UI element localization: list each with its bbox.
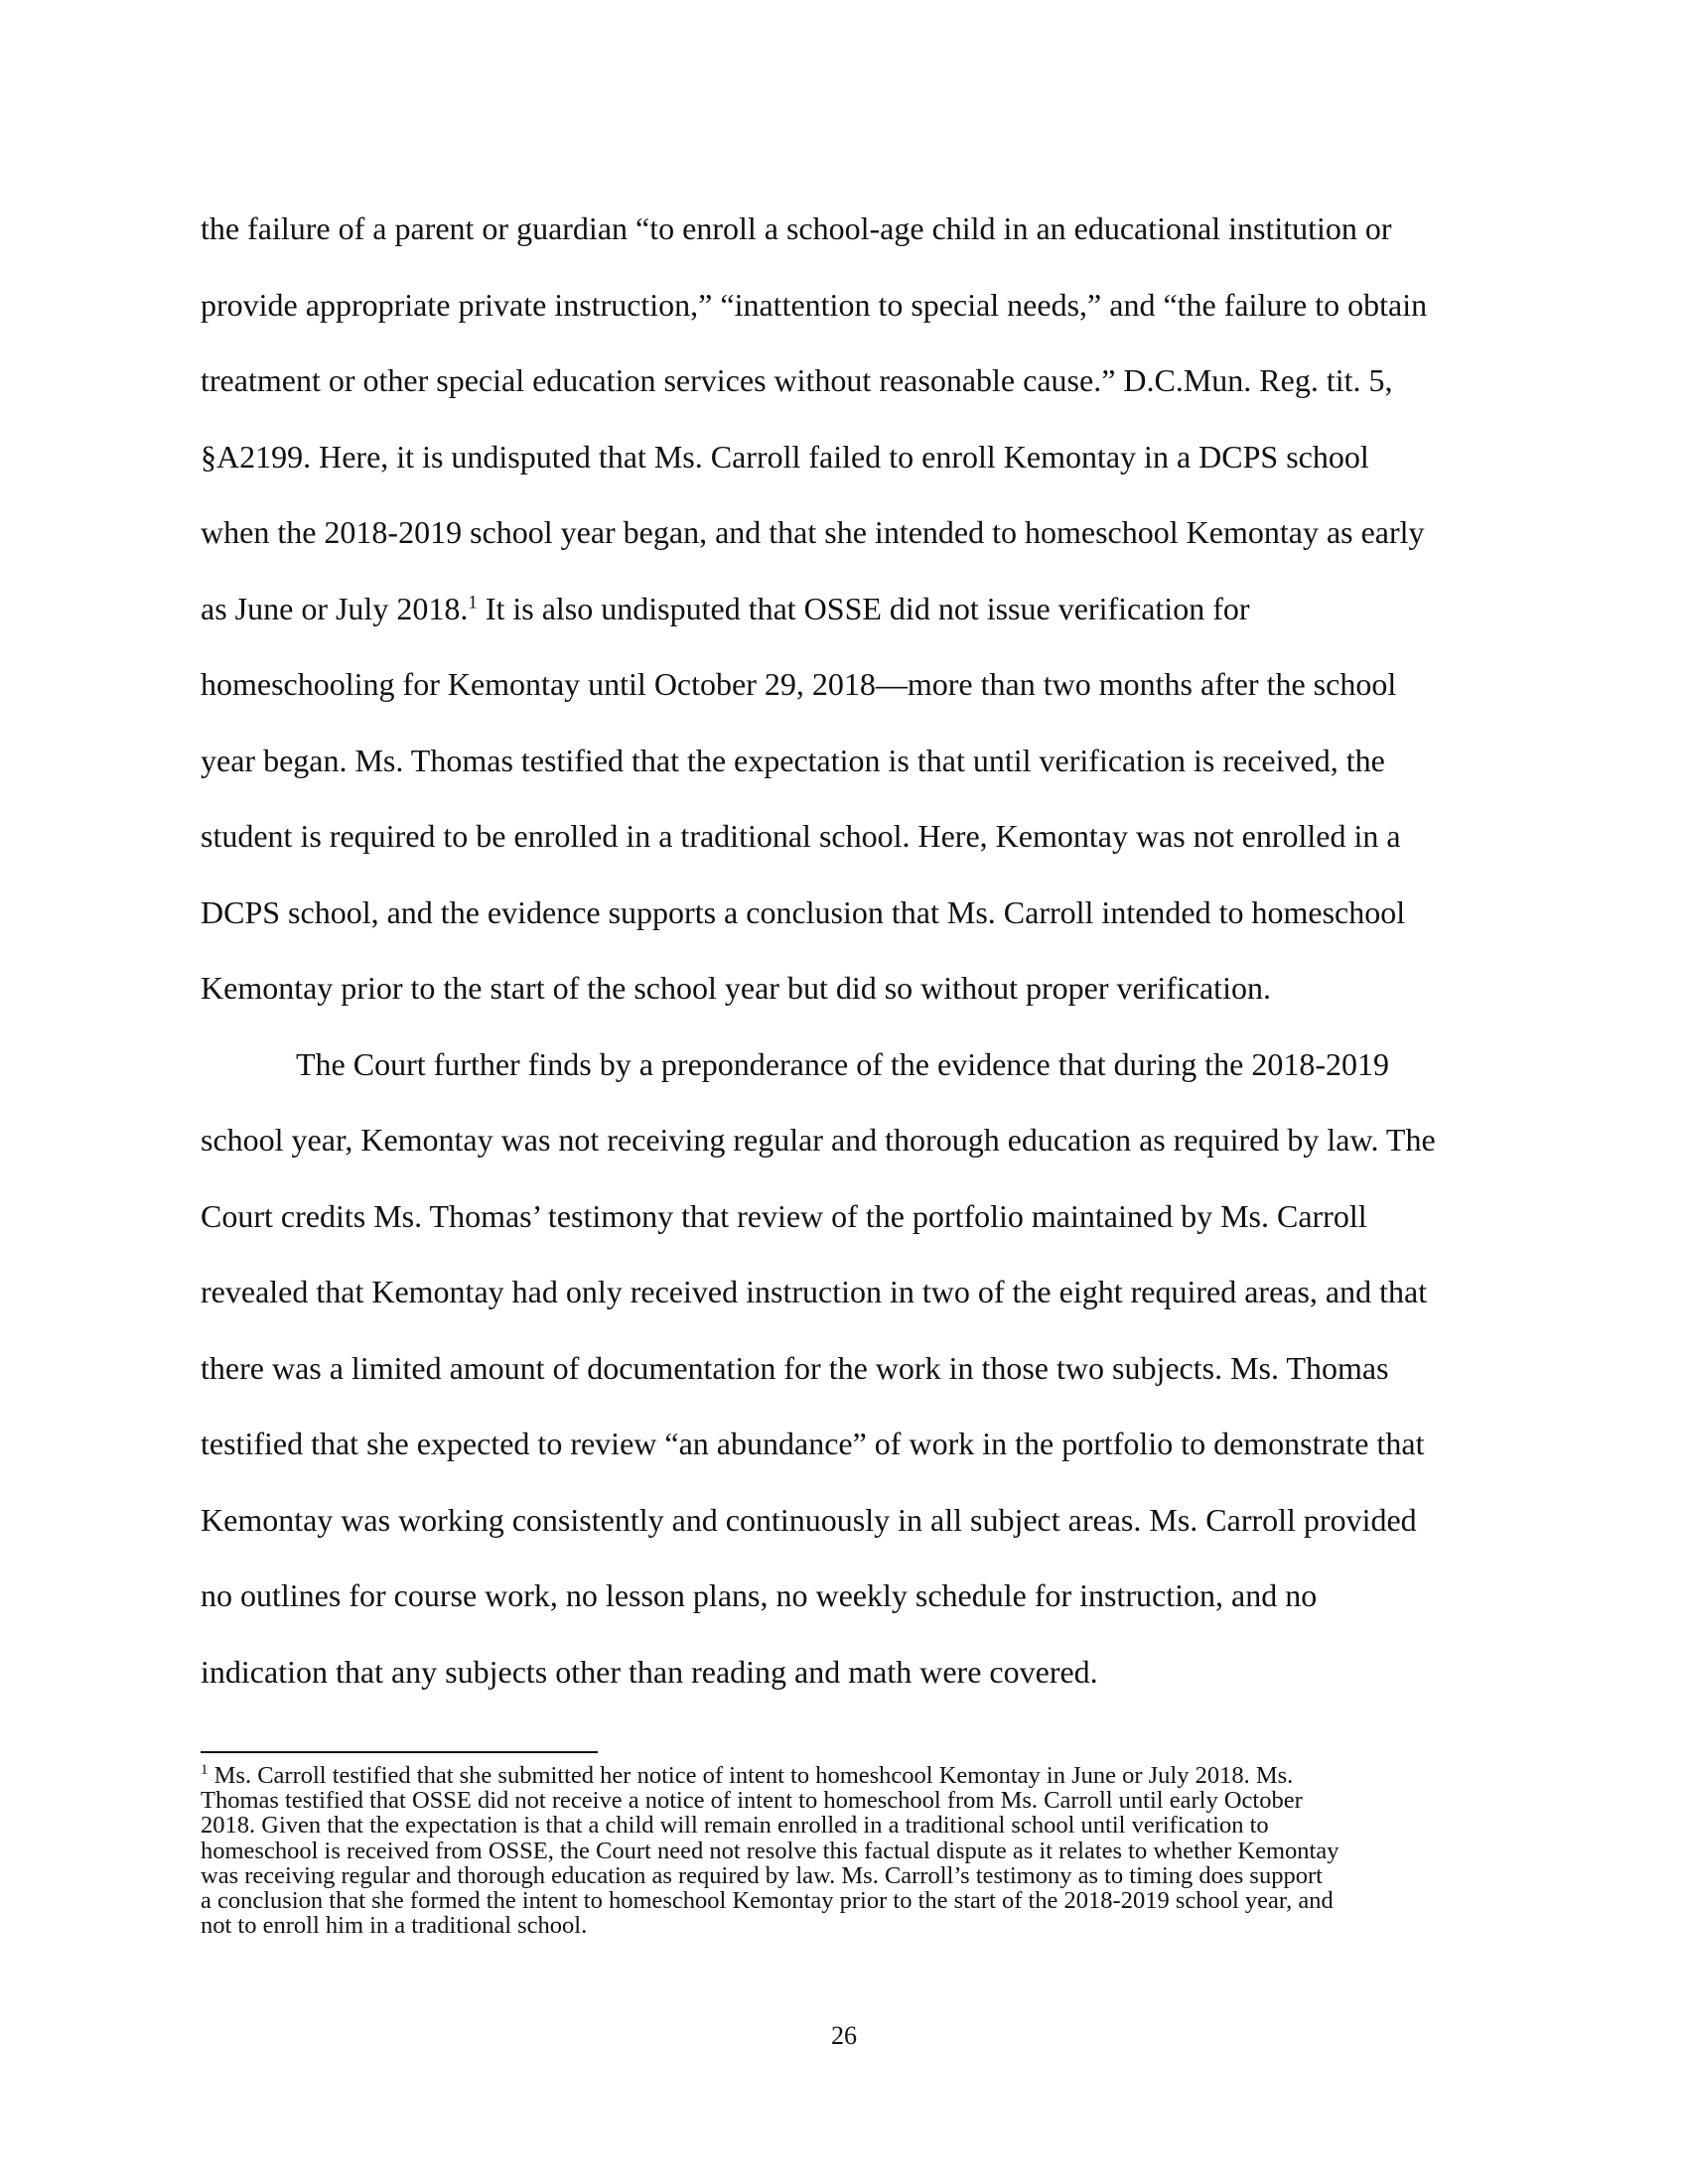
footnote-line [201,1763,1491,1788]
text-line: homeschooling for Kemontay until October 29, 2018—more than two months after the school [201,666,1397,702]
text-line: Kemontay prior to the start of the school year but did so without proper verification. [201,970,1271,1006]
text-segment: It is also undisputed that OSSE did not issue verification for [477,590,1250,626]
text-line: DCPS school, and the evidence supports a conclusion that Ms. Carroll intended to homeschool [201,893,1406,930]
text-line: there was a limited amount of documentation for the work in those two subjects. Ms. Thomas [201,1349,1389,1386]
body-text [201,191,1491,1709]
text-line-with-footnote [201,571,1491,647]
text-line: The Court further finds by a preponderance of the evidence that during the 2018-2019 [296,1045,1389,1082]
text-line: Court credits Ms. Thomas’ testimony that review of the portfolio maintained by Ms. Carroll [201,1197,1367,1234]
text-segment: Ms. Carroll testified that she submitted her notice of intent to homeshcool Kemontay in June or July 2018. Ms. [208,1762,1294,1789]
footnote-line: a conclusion that she formed the intent to homeschool Kemontay prior to the start of the 2018-2019 school year, and [201,1887,1334,1915]
text-line: the failure of a parent or guardian “to enroll a school-age child in an educational institution or [201,210,1392,246]
footnote-line: was receiving regular and thorough education as required by law. Ms. Carroll’s testimony as to timing does support [201,1861,1323,1889]
footnote-marker: 1 [201,1761,209,1778]
text-line: indication that any subjects other than reading and math were covered. [201,1653,1098,1690]
text-line: revealed that Kemontay had only received instruction in two of the eight required areas, and that [201,1274,1428,1309]
text-segment: as June or July 2018. [201,590,469,626]
text-line: provide appropriate private instruction,” “inattention to special needs,” and “the failure to obtain [201,286,1428,323]
footnote-line: homeschool is received from OSSE, the Court need not resolve this factual dispute as it relates to whether Kemontay [201,1837,1339,1864]
text-line: school year, Kemontay was not receiving regular and thorough education as required by law. The [201,1122,1436,1158]
text-line: year began. Ms. Thomas testified that the expectation is that until verification is received, the [201,742,1385,778]
text-line: testified that she expected to review “an abundance” of work in the portfolio to demonstrate that [201,1426,1425,1461]
text-line: when the 2018-2019 school year began, and that she intended to homeschool Kemontay as early [201,514,1425,550]
text-line: treatment or other special education services without reasonable cause.” D.C.Mun. Reg. tit. 5, [201,362,1393,398]
footnote-reference[interactable]: 1 [468,591,478,613]
footnote [201,1763,1491,1938]
text-line: §A2199. Here, it is undisputed that Ms. Carroll failed to enroll Kemontay in a DCPS school [201,438,1369,475]
text-line: student is required to be enrolled in a traditional school. Here, Kemontay was not enrolled in a [201,818,1401,854]
text-line: Kemontay was working consistently and continuously in all subject areas. Ms. Carroll provided [201,1501,1417,1538]
text-line: no outlines for course work, no lesson plans, no weekly schedule for instruction, and no [201,1577,1318,1613]
footnote-divider [201,1751,598,1753]
footnote-line: not to enroll him in a traditional school. [201,1912,588,1940]
footnote-line: Thomas testified that OSSE did not receive a notice of intent to homeschool from Ms. Carroll until early October [201,1787,1303,1815]
paragraph-1 [201,191,1491,1026]
footnote-line: 2018. Given that the expectation is that a child will remain enrolled in a traditional school until verification to [201,1812,1269,1840]
paragraph-2 [201,1026,1491,1710]
page-number: 26 [831,2021,857,2050]
